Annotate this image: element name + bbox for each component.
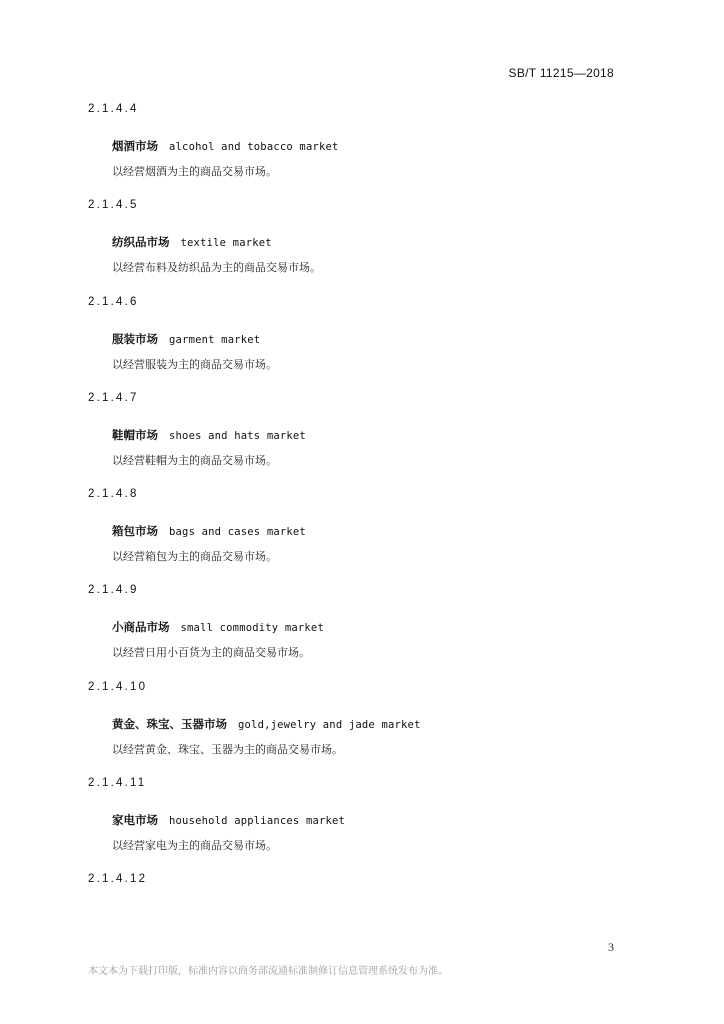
standard-code: SB/T 11215—2018	[508, 66, 614, 80]
clause-number: 2.1.4.6	[88, 295, 139, 308]
clause-number: 2.1.4.12	[88, 873, 148, 886]
term-english: shoes and hats market	[169, 429, 306, 442]
clause-number: 2.1.4.11	[88, 777, 147, 790]
clause-number: 2.1.4.9	[88, 584, 139, 597]
term-entry	[0, 199, 724, 295]
term-heading	[112, 138, 339, 154]
term-entry	[0, 777, 724, 873]
term-definition: 以经营黄金、珠宝、玉器为主的商品交易市场。	[112, 742, 343, 756]
term-heading	[112, 812, 345, 828]
clause-number: 2.1.4.4	[88, 103, 139, 115]
term-heading	[112, 427, 306, 443]
term-entry	[0, 584, 724, 680]
footer-note: 本文本为下载打印版，标准内容以商务部流通标准制修订信息管理系统发布为准。	[88, 966, 448, 977]
term-english: bags and cases market	[169, 526, 306, 539]
term-chinese: 家电市场	[112, 813, 158, 828]
term-entry	[0, 681, 724, 777]
term-heading	[112, 331, 260, 347]
term-heading	[112, 716, 421, 732]
term-definition: 以经营服装为主的商品交易市场。	[112, 357, 277, 371]
page-number: 3	[608, 940, 614, 954]
clause-number: 2.1.4.10	[88, 680, 148, 693]
term-heading	[112, 234, 272, 250]
term-entry	[0, 296, 724, 392]
term-chinese: 黄金、珠宝、玉器市场	[112, 716, 227, 731]
term-definition: 以经营烟酒为主的商品交易市场。	[112, 165, 277, 178]
term-definition: 以经营布料及纺织品为主的商品交易市场。	[112, 261, 321, 275]
term-english: textile market	[180, 237, 272, 250]
clause-number: 2.1.4.8	[88, 488, 139, 501]
term-english: alcohol and tobacco market	[169, 141, 339, 153]
term-entry	[0, 392, 724, 488]
term-chinese: 烟酒市场	[112, 139, 158, 153]
clause-number: 2.1.4.5	[88, 199, 139, 212]
term-english: gold,jewelry and jade market	[238, 718, 421, 731]
term-definition: 以经营箱包为主的商品交易市场。	[112, 550, 277, 564]
term-english: household appliances market	[169, 815, 346, 828]
term-entry	[0, 873, 724, 969]
term-chinese: 小商品市场	[112, 620, 170, 635]
term-english: garment market	[169, 333, 261, 346]
term-chinese: 服装市场	[112, 331, 158, 346]
term-english: small commodity market	[180, 622, 324, 635]
term-definition: 以经营日用小百货为主的商品交易市场。	[112, 646, 310, 660]
term-chinese: 箱包市场	[112, 524, 158, 539]
term-definition: 以经营家电为主的商品交易市场。	[112, 839, 277, 853]
term-entry	[0, 103, 724, 199]
clause-number: 2.1.4.7	[88, 391, 139, 404]
term-entry	[0, 488, 724, 584]
term-chinese: 鞋帽市场	[112, 427, 158, 442]
term-definition: 以经营鞋帽为主的商品交易市场。	[112, 453, 277, 467]
term-heading	[112, 523, 306, 539]
term-heading	[112, 619, 324, 635]
term-list	[0, 103, 724, 970]
term-chinese: 纺织品市场	[112, 235, 170, 250]
